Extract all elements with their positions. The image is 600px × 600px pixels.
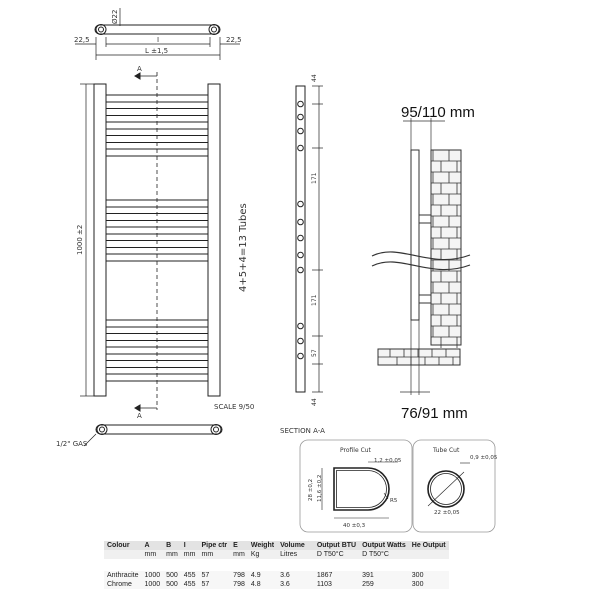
side-bottom-label: 44 bbox=[311, 398, 318, 406]
col-e: E bbox=[230, 541, 248, 550]
unit-cell: D T50°C bbox=[359, 550, 409, 559]
overall-label: L ±1,5 bbox=[145, 47, 169, 55]
tube-section-dot bbox=[298, 267, 304, 273]
cell-he-output: 300 bbox=[409, 571, 449, 580]
front-view bbox=[80, 72, 220, 411]
offset-right-label: 22,5 bbox=[226, 36, 242, 44]
cell-he-output: 300 bbox=[409, 580, 449, 589]
spec-table bbox=[104, 541, 449, 589]
bottom-view bbox=[84, 425, 222, 447]
cell-output-btu: 1103 bbox=[314, 580, 359, 589]
unit-cell: mm bbox=[181, 550, 199, 559]
tube-section-dot bbox=[298, 323, 304, 329]
cell-b: 500 bbox=[163, 580, 181, 589]
col-output-watts: Output Watts bbox=[359, 541, 409, 550]
tubes-label: 4+5+4=13 Tubes bbox=[238, 203, 249, 292]
spec-units-row bbox=[104, 550, 449, 559]
cell-b: 500 bbox=[163, 571, 181, 580]
profile-cut-title: Profile Cut bbox=[340, 447, 371, 454]
cell-output-watts: 391 bbox=[359, 571, 409, 580]
offset-left-label: 22,5 bbox=[74, 36, 90, 44]
unit-cell bbox=[104, 550, 142, 559]
tube-cut-title: Tube Cut bbox=[433, 447, 460, 454]
unit-cell: Litres bbox=[277, 550, 308, 559]
unit-cell: Kg bbox=[248, 550, 277, 559]
section-title: SECTION A-A bbox=[280, 427, 325, 435]
unit-cell: mm bbox=[163, 550, 181, 559]
tube-section-dot bbox=[298, 114, 304, 120]
cell-volume: 3.6 bbox=[277, 571, 308, 580]
tube-section-dot bbox=[298, 353, 304, 359]
unit-cell: mm bbox=[198, 550, 230, 559]
gas-label: 1/2" GAS bbox=[56, 440, 88, 448]
section-mark-bottom: A bbox=[137, 412, 142, 420]
height-label: 1000 ±2 bbox=[76, 224, 84, 255]
col-output-btu: Output BTU bbox=[314, 541, 359, 550]
col-i: I bbox=[181, 541, 199, 550]
side-gap1-label: 171 bbox=[311, 172, 318, 184]
section-mark-top: A bbox=[137, 65, 142, 73]
cell-pipe-ctr: 57 bbox=[198, 571, 230, 580]
col-a: A bbox=[142, 541, 164, 550]
cell-a: 1000 bbox=[142, 580, 164, 589]
diameter-label: Ø22 bbox=[111, 9, 119, 24]
profile-d3: 11,6 ±0,2 bbox=[317, 474, 323, 502]
tube-d2: 22 ±0,05 bbox=[434, 510, 460, 516]
col-b: B bbox=[163, 541, 181, 550]
col-volume: Volume bbox=[277, 541, 308, 550]
cell-output-btu: 1867 bbox=[314, 571, 359, 580]
side-view bbox=[296, 86, 323, 392]
cell-weight: 4.8 bbox=[248, 580, 277, 589]
side-pitch-label: 57 bbox=[311, 349, 318, 357]
spec-gap-row bbox=[104, 559, 449, 571]
unit-cell: mm bbox=[142, 550, 164, 559]
side-top-label: 44 bbox=[311, 74, 318, 82]
cell-e: 798 bbox=[230, 571, 248, 580]
cell-i: 455 bbox=[181, 571, 199, 580]
col-colour: Colour bbox=[104, 541, 142, 550]
unit-cell: D T50°C bbox=[314, 550, 359, 559]
profile-d1: 1,2 ±0,05 bbox=[374, 458, 402, 464]
cell-colour: Chrome bbox=[104, 580, 142, 589]
col-he-output: He Output bbox=[409, 541, 449, 550]
tube-section-dot bbox=[298, 145, 304, 151]
col-pipe-ctr: Pipe ctr bbox=[198, 541, 230, 550]
scale-label: SCALE 9/50 bbox=[214, 403, 255, 411]
inner-label: I bbox=[157, 36, 160, 44]
tube-section-dot bbox=[298, 338, 304, 344]
cell-weight: 4.9 bbox=[248, 571, 277, 580]
cell-colour: Anthracite bbox=[104, 571, 142, 580]
profile-d2: 28 ±0,2 bbox=[308, 478, 314, 501]
tube-d1: 0,9 ±0,05 bbox=[470, 455, 498, 461]
unit-cell: mm bbox=[230, 550, 248, 559]
cell-volume: 3.6 bbox=[277, 580, 308, 589]
col-weight: Weight bbox=[248, 541, 277, 550]
unit-cell bbox=[409, 550, 449, 559]
wall-top-label: 95/110 mm bbox=[401, 104, 475, 121]
profile-d4: R5 bbox=[390, 498, 398, 504]
tube-section-dot bbox=[298, 235, 304, 241]
tube-section-dot bbox=[298, 219, 304, 225]
table-row bbox=[104, 571, 449, 580]
side-gap2-label: 171 bbox=[311, 294, 318, 306]
tube-section-dot bbox=[298, 128, 304, 134]
cell-i: 455 bbox=[181, 580, 199, 589]
cell-pipe-ctr: 57 bbox=[198, 580, 230, 589]
profile-d5: 40 ±0,3 bbox=[343, 523, 366, 529]
tube-section-dot bbox=[298, 101, 304, 107]
cell-a: 1000 bbox=[142, 571, 164, 580]
tube-section-dot bbox=[298, 201, 304, 207]
cell-e: 798 bbox=[230, 580, 248, 589]
tube-section-dot bbox=[298, 252, 304, 258]
wall-bottom-label: 76/91 mm bbox=[401, 405, 468, 422]
wall-mount-view bbox=[372, 118, 470, 395]
table-row bbox=[104, 580, 449, 589]
cell-output-watts: 259 bbox=[359, 580, 409, 589]
spec-header-row bbox=[104, 541, 449, 550]
